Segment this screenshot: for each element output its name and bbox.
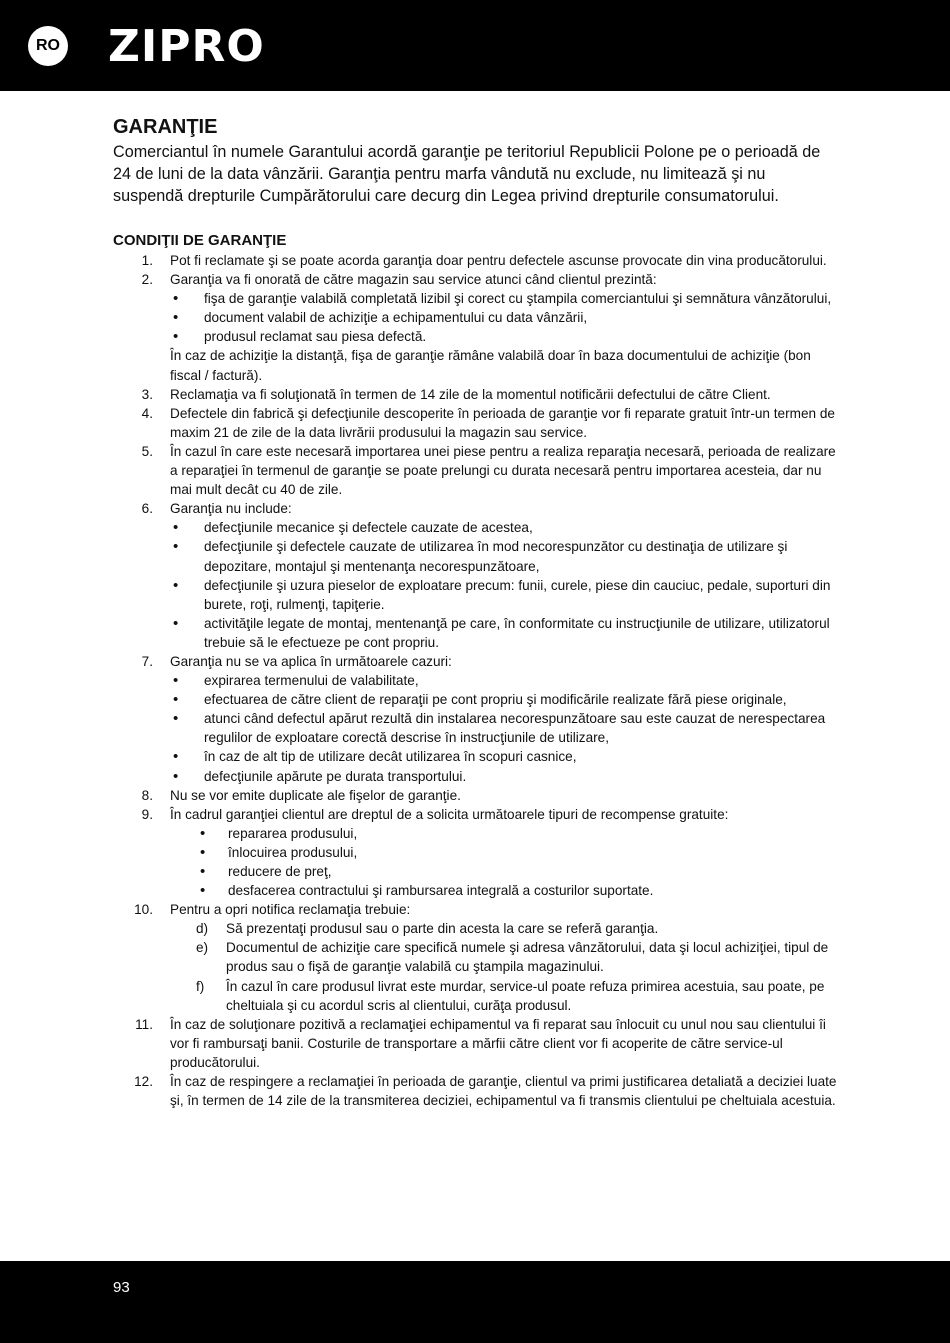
bullet-item: • document valabil de achiziţie a echipamentului cu data vânzării, (113, 308, 838, 327)
list-note: În caz de achiziţie la distanţă, fişa de garanţie rămâne valabilă doar în baza documentului de achiziţie (bon fiscal / factură). (170, 348, 811, 383)
list-item: 8. Nu se vor emite duplicate ale fişelor de garanţie. (141, 787, 461, 803)
bullet-item: • defecţiunile mecanice şi defectele cauzate de acestea, (113, 518, 838, 537)
brand-logo: ZIPRO (108, 21, 265, 72)
language-badge: RO (28, 26, 68, 66)
list-item: 4. Defectele din fabrică şi defecţiunile descoperite în perioada de garanţie vor fi reparate gratuit într-un termen de maxim 21 de zile de la data livrării produsului la magazin sau service. (141, 405, 835, 440)
intro-paragraph: Comerciantul în numele Garantului acordă garanţie pe teritoriul Republicii Polone pe o perioadă de 24 de luni de la data vânzării. Garanţia pentru marfa vândută nu exclude, nu limitează şi nu suspendă drepturile Cumpărătorului care decurg din Legea privind drepturile consumatorului. (113, 143, 821, 205)
bullet-item: • reducere de preţ, (113, 862, 838, 881)
conditions-list (113, 251, 838, 1110)
bullet-item: • defecţiunile apărute pe durata transportului. (113, 767, 838, 786)
bullet-item: • defecţiunile şi defectele cauzate de utilizarea în mod necorespunzător cu destinaţia de utilizare şi depozitare, montajul şi mentenanţa necorespunzătoare, (113, 537, 838, 575)
list-item: 5. În cazul în care este necesară importarea unei piese pentru a realiza reparaţia necesară, perioada de realizare a reparaţiei în termenul de garanţie se poate prelungi cu durata necesară pentru importarea acesteia, dar nu mai mult decât cu 40 de zile. (141, 443, 836, 498)
bullet-item: • activităţile legate de montaj, mentenanţă pe care, în conformitate cu instrucţiunile de utilizare, utilizatorul trebuie să le efectueze pe cont propriu. (113, 614, 838, 652)
bullet-item: • efectuarea de către client de reparaţii pe cont propriu şi modificările realizate fără piese originale, (113, 690, 838, 709)
page-number: 93 (113, 1279, 130, 1296)
list-item: 6. Garanţia nu include: (141, 501, 292, 517)
bullet-item: • defecţiunile şi uzura pieselor de exploatare precum: funii, curele, piese din cauciuc, pedale, suporturi din burete, roţi, rulmenţi, tapiţerie. (113, 576, 838, 614)
list-item: 1. Pot fi reclamate şi se poate acorda garanţia doar pentru defectele ascunse provocate din vina producătorului. (141, 253, 827, 268)
list-item: 7. Garanţia nu se va aplica în următoarele cazuri: (141, 653, 452, 669)
list-item: 10. Pentru a opri notifica reclamaţia trebuie: (134, 902, 411, 918)
lettered-item: e) Documentul de achiziţie care specifică numele şi adresa vânzătorului, data şi locul achiziţiei, tipul de produs sau o fişă de garanţie valabilă cu ştampila magazinului. (196, 940, 829, 975)
bullet-item: • fişa de garanţie valabilă completată lizibil şi corect cu ştampila comerciantului şi semnătura vânzătorului, (113, 289, 838, 308)
list-item: 12. În caz de respingere a reclamaţiei în perioada de garanţie, clientul va primi justificarea detaliată a deciziei luate şi, în termen de 14 zile de la transmiterea deciziei, echipamentul va fi transmis clientului pe cheltuiala acestuia. (134, 1074, 837, 1109)
lettered-item: f) În cazul în care produsul livrat este murdar, service-ul poate refuza primirea acestuia, sau poate, pe cheltuiala şi cu acordul scris al clientului, curăţa produsul. (196, 978, 825, 1013)
page-footer (0, 1261, 950, 1343)
conditions-title: CONDIŢII DE GARANŢIE (113, 232, 287, 249)
list-item: 2. Garanţia va fi onorată de către magazin sau service atunci când clientul prezintă: (141, 272, 657, 288)
warranty-content (113, 113, 838, 1110)
page-header (0, 0, 950, 91)
list-item: 3. Reclamaţia va fi soluţionată în termen de 14 zile de la momentul notificării defectului de către Client. (141, 386, 771, 402)
bullet-item: • desfacerea contractului şi rambursarea integrală a costurilor suportate. (113, 881, 838, 900)
list-item: 11. În caz de soluţionare pozitivă a reclamaţiei echipamentul va fi reparat sau înlocuit cu unul nou sau clientului îi vor fi rambursaţi banii. Costurile de transportare a mărfii către client vor fi acoperite de către service-ul producătorului. (135, 1016, 826, 1070)
bullet-item: • produsul reclamat sau piesa defectă. (113, 327, 838, 346)
bullet-item: • atunci când defectul apărut rezultă din instalarea necorespunzătoare sau este cauzat de nerespectarea regulilor de exploatare corectă descrise în instrucţiunile de utilizare, (113, 709, 838, 747)
page-title: GARANŢIE (113, 116, 218, 138)
bullet-item: • înlocuirea produsului, (113, 843, 838, 862)
lettered-item: d) Să prezentaţi produsul sau o parte din acesta la care se referă garanţia. (196, 921, 659, 937)
bullet-item: • repararea produsului, (113, 824, 838, 843)
bullet-item: • expirarea termenului de valabilitate, (113, 671, 838, 690)
list-item: 9. În cadrul garanţiei clientul are dreptul de a solicita următoarele tipuri de recompense gratuite: (141, 806, 729, 822)
bullet-item: • în caz de alt tip de utilizare decât utilizarea în scopuri casnice, (113, 747, 838, 766)
